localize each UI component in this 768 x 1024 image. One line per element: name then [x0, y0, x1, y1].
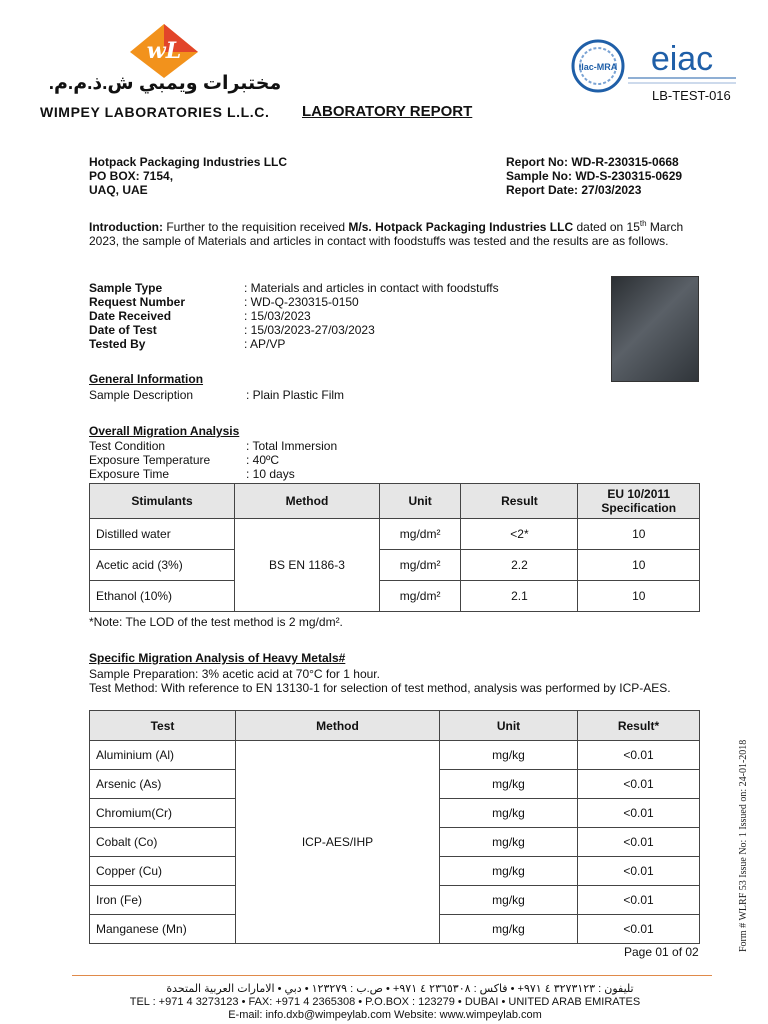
- table-row: [90, 550, 700, 581]
- sample-photo: [611, 276, 699, 382]
- client-line: PO BOX: 7154,: [89, 169, 174, 183]
- stimulant-cell: Acetic acid (3%): [90, 550, 235, 581]
- col-header-test: Test: [90, 711, 236, 741]
- unit-cell: mg/dm²: [379, 581, 461, 612]
- sample-description-value: : Plain Plastic Film: [246, 388, 345, 402]
- unit-cell: mg/dm²: [379, 550, 461, 581]
- method-cell: BS EN 1186-3: [235, 519, 380, 612]
- tested-by-value: : AP/VP: [244, 337, 286, 351]
- specific-migration-title: Specific Migration Analysis of Heavy Metals#: [89, 651, 346, 665]
- sample-number: Sample No: WD-S-230315-0629: [506, 169, 683, 183]
- form-id-vertical: [726, 690, 756, 955]
- table-row: [90, 581, 700, 612]
- intro-client: M/s. Hotpack Packaging Industries LLC: [348, 220, 574, 234]
- result-cell: <0.01: [578, 741, 700, 770]
- test-condition-label: Test Condition: [89, 439, 166, 453]
- tested-by-label: Tested By: [89, 337, 146, 351]
- unit-cell: mg/kg: [440, 886, 578, 915]
- intro-text-2: dated on 15: [573, 220, 640, 234]
- exposure-time-value: : 10 days: [246, 467, 295, 481]
- sample-details: [89, 281, 589, 353]
- unit-cell: mg/kg: [440, 770, 578, 799]
- report-date: Report Date: 27/03/2023: [506, 183, 642, 197]
- exposure-time-label: Exposure Time: [89, 467, 170, 481]
- report-info: [506, 155, 682, 197]
- accreditation-logo: [570, 38, 740, 94]
- report-title: LABORATORY REPORT: [302, 103, 473, 120]
- report-number: Report No: WD-R-230315-0668: [506, 155, 679, 169]
- date-of-test-label: Date of Test: [89, 323, 157, 337]
- overall-migration-table: [89, 483, 700, 612]
- test-method: Test Method: With reference to EN 13130-1 for selection of test method, analysis was performed by ICP-AES.: [89, 681, 671, 695]
- test-cell: Aluminium (Al): [90, 741, 236, 770]
- table-header-row: [90, 484, 700, 519]
- client-line: Hotpack Packaging Industries LLC: [89, 155, 288, 169]
- exposure-temperature-value: : 40ºC: [246, 453, 280, 467]
- result-cell: <2*: [461, 519, 578, 550]
- method-cell: ICP-AES/IHP: [236, 741, 440, 944]
- test-condition-value: : Total Immersion: [246, 439, 338, 453]
- test-cell: Cobalt (Co): [90, 828, 236, 857]
- result-cell: 2.1: [461, 581, 578, 612]
- test-conditions: [89, 439, 489, 481]
- spec-cell: 10: [578, 581, 700, 612]
- spec-header-line-2: Specification: [601, 501, 677, 515]
- col-header-method: Method: [235, 484, 380, 519]
- ilac-badge-text: ilac-MRA: [578, 62, 618, 72]
- result-cell: <0.01: [578, 799, 700, 828]
- table-row: [90, 519, 700, 550]
- request-number-label: Request Number: [89, 295, 186, 309]
- table-row: [90, 741, 700, 770]
- spec-cell: 10: [578, 519, 700, 550]
- result-cell: <0.01: [578, 915, 700, 944]
- company-name: WIMPEY LABORATORIES L.L.C.: [40, 104, 270, 120]
- overall-migration-title: Overall Migration Analysis: [89, 424, 240, 438]
- company-name-arabic: مختبرات ويمبي ش.ذ.م.م.: [48, 73, 282, 94]
- eiac-text: eiac: [650, 40, 714, 78]
- col-header-unit: Unit: [379, 484, 461, 519]
- stimulant-cell: Ethanol (10%): [90, 581, 235, 612]
- result-cell: <0.01: [578, 828, 700, 857]
- logo-letters: wL: [146, 38, 182, 64]
- sample-type-value: : Materials and articles in contact with foodstuffs: [244, 281, 499, 295]
- lod-note: *Note: The LOD of the test method is 2 mg/dm².: [89, 615, 343, 629]
- test-cell: Chromium(Cr): [90, 799, 236, 828]
- col-header-result: Result: [461, 484, 578, 519]
- intro-text-1: Further to the requisition received: [162, 220, 349, 234]
- result-cell: 2.2: [461, 550, 578, 581]
- test-cell: Copper (Cu): [90, 857, 236, 886]
- heavy-metals-table: [89, 710, 700, 944]
- date-of-test-value: : 15/03/2023-27/03/2023: [244, 323, 375, 337]
- form-id-text: Form # WLRF 53 Issue No: 1 Issued on: 24-01-2018: [738, 739, 749, 952]
- spec-cell: 10: [578, 550, 700, 581]
- unit-cell: mg/kg: [440, 915, 578, 944]
- col-header-stimulants: Stimulants: [90, 484, 235, 519]
- footer-contact: TEL : +971 4 3273123 • FAX: +971 4 2365308 • P.O.BOX : 123279 • DUBAI • UNITED ARAB EMIRATES: [129, 996, 641, 1008]
- result-cell: <0.01: [578, 886, 700, 915]
- intro-text-3: March 2023, the sample of Materials and articles in contact with foodstuffs was tested and the results are as follows.: [89, 220, 684, 248]
- result-cell: <0.01: [578, 857, 700, 886]
- test-cell: Iron (Fe): [90, 886, 236, 915]
- sample-preparation: Sample Preparation: 3% acetic acid at 70°C for 1 hour.: [89, 667, 380, 681]
- test-cell: Manganese (Mn): [90, 915, 236, 944]
- date-received-value: : 15/03/2023: [244, 309, 311, 323]
- col-header-unit: Unit: [440, 711, 578, 741]
- general-info-title: General Information: [89, 372, 204, 386]
- client-line: UAQ, UAE: [89, 183, 148, 197]
- client-address: [89, 155, 287, 197]
- intro-label: Introduction:: [89, 220, 163, 234]
- introduction: [89, 217, 709, 248]
- table-header-row: [90, 711, 700, 741]
- spec-header-line-1: EU 10/2011: [607, 487, 671, 501]
- col-header-method: Method: [236, 711, 440, 741]
- test-code: LB-TEST-016: [652, 88, 731, 103]
- unit-cell: mg/dm²: [379, 519, 461, 550]
- unit-cell: mg/kg: [440, 799, 578, 828]
- footer-divider: [72, 975, 712, 976]
- footer-arabic: تليفون : ٣٢٧٣١٢٣ ٤ ٩٧١+ • فاكس : ٢٣٦٥٣٠٨ ٤ ٩٧١+ • ص.ب : ١٢٣٢٧٩ • دبي • الامارات العربية المتحدة: [166, 983, 634, 995]
- sample-type-label: Sample Type: [89, 281, 163, 295]
- result-cell: <0.01: [578, 770, 700, 799]
- request-number-value: : WD-Q-230315-0150: [244, 295, 359, 309]
- sample-description-label: Sample Description: [89, 388, 194, 402]
- intro-sup: th: [639, 219, 647, 228]
- page-number: Page 01 of 02: [624, 945, 699, 959]
- footer-web: E-mail: info.dxb@wimpeylab.com Website: www.wimpeylab.com: [228, 1009, 542, 1021]
- unit-cell: mg/kg: [440, 857, 578, 886]
- test-cell: Arsenic (As): [90, 770, 236, 799]
- col-header-specification: [578, 484, 700, 519]
- unit-cell: mg/kg: [440, 828, 578, 857]
- date-received-label: Date Received: [89, 309, 172, 323]
- stimulant-cell: Distilled water: [90, 519, 235, 550]
- unit-cell: mg/kg: [440, 741, 578, 770]
- exposure-temperature-label: Exposure Temperature: [89, 453, 211, 467]
- col-header-result: Result*: [578, 711, 700, 741]
